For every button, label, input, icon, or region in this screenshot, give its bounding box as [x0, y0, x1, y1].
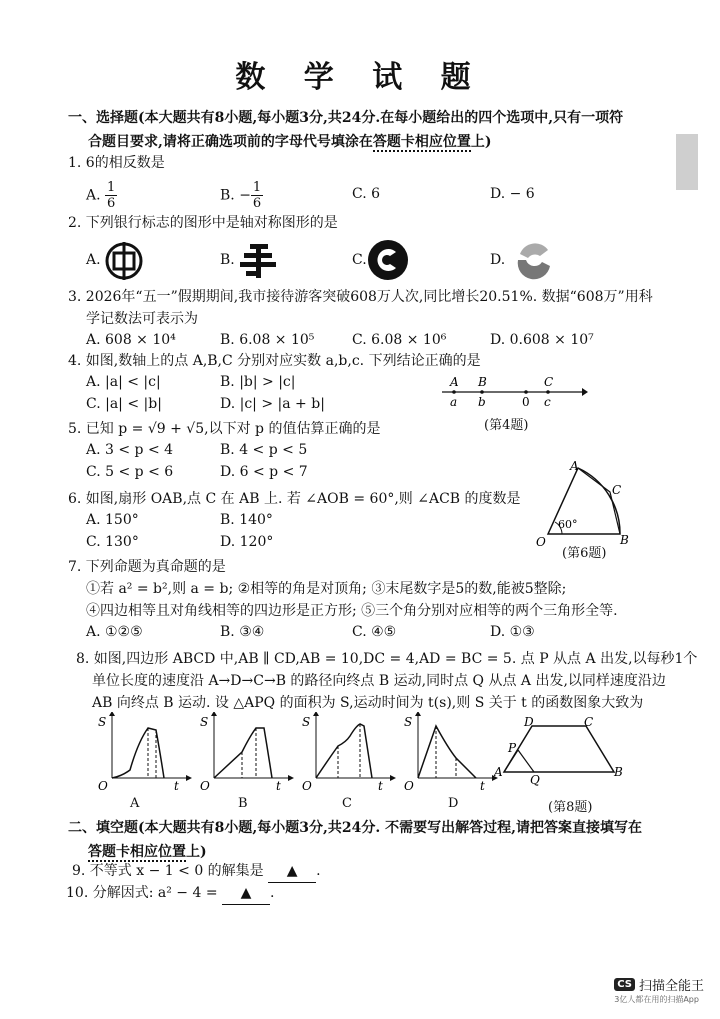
q6-stem: 6. 如图,扇形 OAB,点 C 在 AB 上. 若 ∠AOB = 60°,则 ∠ACB 的度数是	[68, 491, 521, 507]
q6-angle-label: 60°	[558, 518, 578, 531]
bank-logo-a-icon	[102, 240, 146, 282]
page-title: 数 学 试 题	[235, 60, 485, 95]
q6-option-d: D. 120°	[220, 534, 274, 550]
q4-zero: 0	[522, 395, 530, 409]
q3-option-a: A. 608 × 10⁴	[86, 332, 176, 348]
svg-text:D: D	[524, 715, 534, 729]
q6-sector-figure	[532, 456, 642, 548]
q1-stem: 1. 6的相反数是	[68, 155, 165, 171]
svg-text:S: S	[302, 715, 311, 729]
svg-text:S: S	[200, 715, 209, 729]
svg-text:O: O	[302, 779, 312, 792]
scanner-name: 扫描全能王	[638, 979, 704, 994]
q7-proposition-line1: ①若 a² = b²,则 a = b; ②相等的角是对顶角; ③末尾数字是5的数,能被5整除;	[86, 581, 567, 597]
scanner-tagline: 3亿人都在用的扫描App	[614, 995, 699, 1004]
svg-text:B: B	[614, 765, 623, 779]
bank-logo-c-icon	[366, 238, 410, 282]
q3-stem-line2: 学记数法可表示为	[86, 311, 198, 327]
q6-caption: (第6题)	[562, 546, 607, 561]
section2-line2: 答题卡相应位置上)	[88, 844, 207, 860]
q3-option-d: D. 0.608 × 10⁷	[490, 332, 594, 348]
section2-line1: 二、填空题(本大题共有8小题,每小题3分,共24分. 不需要写出解答过程,请把答案直接填写在	[68, 820, 642, 836]
q2-option-d: D.	[490, 252, 506, 268]
q6-label-a: A	[570, 459, 579, 473]
q4-stem: 4. 如图,数轴上的点 A,B,C 分别对应实数 a,b,c. 下列结论正确的是	[68, 353, 481, 369]
q2-stem: 2. 下列银行标志的图形中是轴对称图形的是	[68, 215, 338, 231]
q8-graph-label-a: A	[130, 796, 140, 811]
q1-option-c: C. 6	[352, 186, 381, 202]
q4-option-a: A. |a| < |c|	[86, 374, 161, 390]
q9-answer-blank: ▲	[268, 860, 316, 883]
q4-option-c: C. |a| < |b|	[86, 396, 162, 412]
scanner-logo-icon: CS	[614, 978, 635, 991]
q7-proposition-line2: ④四边相等且对角线相等的四边形是正方形; ⑤三个角分别对应相等的两个三角形全等.	[86, 603, 618, 619]
q8-stem-line1: 8. 如图,四边形 ABCD 中,AB ∥ CD,AB = 10,DC = 4,AD = BC = 5. 点 P 从点 A 出发,以每秒1个	[76, 651, 698, 667]
svg-text:t: t	[378, 779, 383, 792]
svg-text:O: O	[98, 779, 108, 792]
svg-text:O: O	[200, 779, 210, 792]
q8-caption: (第8题)	[548, 800, 593, 815]
svg-text:t: t	[480, 779, 485, 792]
q4-point-a-label: A	[450, 375, 459, 389]
q7-stem: 7. 下列命题为真命题的是	[68, 559, 226, 575]
q8-trapezoid-figure	[494, 712, 628, 790]
q8-graph-d	[400, 712, 500, 792]
q2-option-a: A.	[86, 252, 101, 268]
q6-label-b: B	[620, 533, 629, 547]
q2-option-b: B.	[220, 252, 235, 268]
q5-option-b: B. 4 < p < 5	[220, 442, 308, 458]
scanner-watermark	[614, 975, 704, 1005]
page-tab-marker	[676, 134, 698, 190]
q10-answer-blank: ▲	[222, 882, 270, 905]
q4-point-c-label: C	[544, 375, 554, 389]
section1-line2: 合题目要求,请将正确选项前的字母代号填涂在答题卡相应位置上)	[88, 134, 492, 150]
bank-logo-d-icon	[512, 240, 556, 282]
svg-text:A: A	[494, 765, 503, 779]
q4-value-a: a	[450, 395, 458, 409]
q8-graph-label-c: C	[342, 796, 352, 811]
q9-line: 9. 不等式 x − 1 < 0 的解集是 ▲ .	[72, 860, 321, 883]
q2-option-c: C.	[352, 252, 367, 268]
q4-point-b-label: B	[478, 375, 487, 389]
q6-option-b: B. 140°	[220, 512, 273, 528]
q7-option-b: B. ③④	[220, 624, 265, 640]
q7-option-c: C. ④⑤	[352, 624, 397, 640]
bank-logo-b-icon	[236, 240, 280, 282]
q4-number-line	[440, 372, 590, 412]
q8-graph-a	[94, 712, 194, 792]
q5-option-d: D. 6 < p < 7	[220, 464, 308, 480]
svg-text:C: C	[584, 715, 594, 729]
svg-text:P: P	[508, 741, 517, 755]
q7-option-a: A. ①②⑤	[86, 624, 143, 640]
q3-stem-line1: 3. 2026年“五一”假期期间,我市接待游客突破608万人次,同比增长20.51%. 数据“608万”用科	[68, 289, 653, 305]
q4-caption: (第4题)	[484, 418, 529, 433]
q6-option-a: A. 150°	[86, 512, 139, 528]
q8-graph-label-d: D	[448, 796, 459, 811]
q4-value-b: b	[478, 395, 486, 409]
q5-option-a: A. 3 < p < 4	[86, 442, 174, 458]
q10-line: 10. 分解因式: a² − 4 = ▲ .	[66, 882, 274, 905]
q3-option-b: B. 6.08 × 10⁵	[220, 332, 315, 348]
q3-option-c: C. 6.08 × 10⁶	[352, 332, 447, 348]
svg-text:Q: Q	[530, 773, 540, 787]
q6-option-c: C. 130°	[86, 534, 139, 550]
q6-label-o: O	[536, 535, 546, 548]
svg-text:t: t	[276, 779, 281, 792]
q1-option-a: A. $\frac{1}{6}$	[86, 180, 116, 211]
q8-graph-b	[196, 712, 296, 792]
svg-text:S: S	[98, 715, 107, 729]
q5-option-c: C. 5 < p < 6	[86, 464, 174, 480]
svg-text:O: O	[404, 779, 414, 792]
q4-value-c: c	[544, 395, 551, 409]
section1-line1: 一、选择题(本大题共有8小题,每小题3分,共24分.在每小题给出的四个选项中,只有一项符	[68, 110, 624, 126]
q6-label-c: C	[612, 483, 622, 497]
q8-graph-c	[298, 712, 398, 792]
q8-stem-line3: AB 向终点 B 运动. 设 △APQ 的面积为 S,运动时间为 t(s),则 S 关于 t 的函数图象大致为	[92, 695, 644, 711]
q8-graph-label-b: B	[238, 796, 248, 811]
q4-option-b: B. |b| > |c|	[220, 374, 296, 390]
svg-text:S: S	[404, 715, 413, 729]
q7-option-d: D. ①③	[490, 624, 535, 640]
q4-option-d: D. |c| > |a + b|	[220, 396, 325, 412]
q1-option-d: D. − 6	[490, 186, 535, 202]
q5-stem: 5. 已知 p = √9 + √5,以下对 p 的值估算正确的是	[68, 421, 381, 437]
q8-stem-line2: 单位长度的速度沿 A→D→C→B 的路径向终点 B 运动,同时点 Q 从点 A 出发,以同样速度沿边	[92, 673, 666, 689]
q1-option-b: B. − $\frac{1}{6}$	[220, 180, 262, 211]
svg-text:t: t	[174, 779, 179, 792]
